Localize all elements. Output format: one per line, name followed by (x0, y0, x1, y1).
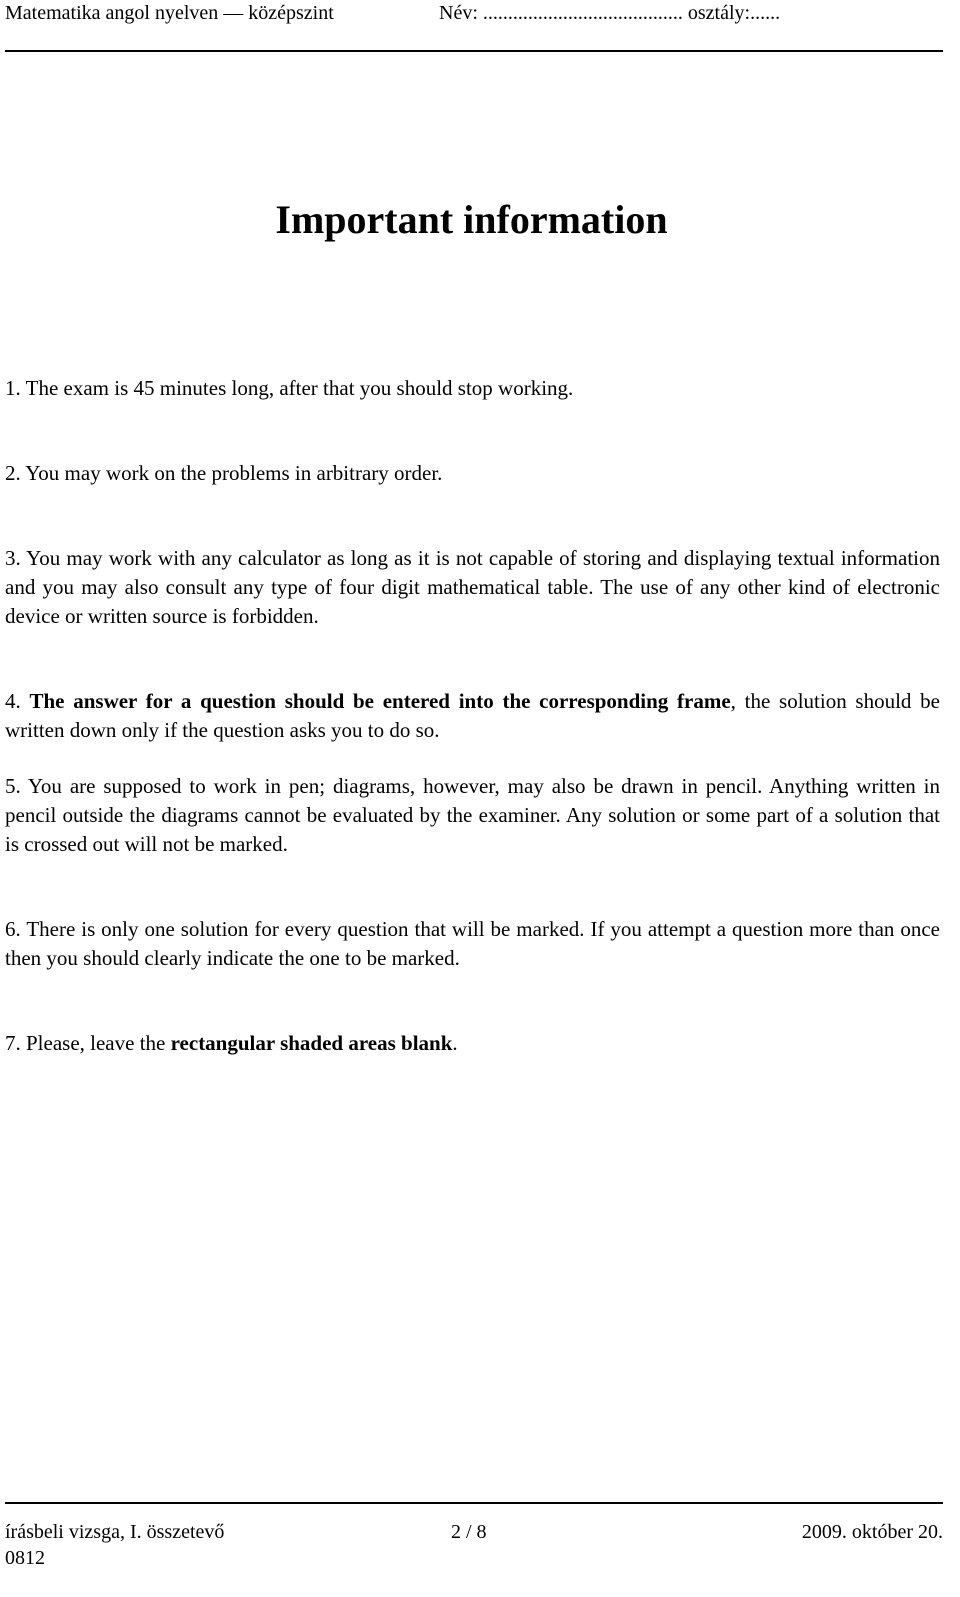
instruction-emphasis: The answer for a question should be entered into the corresponding frame (29, 689, 731, 713)
instruction-text: 7. Please, leave the (5, 1031, 171, 1055)
instruction-2 (5, 459, 940, 488)
footer-page-number: 2 / 8 (451, 1521, 487, 1543)
instruction-6 (5, 915, 940, 973)
instruction-1 (5, 374, 940, 403)
header-name-class: Név: ........................................ osztály:...... (439, 2, 781, 24)
instruction-4 (5, 687, 940, 745)
page-header (5, 0, 943, 40)
footer-code: 0812 (5, 1547, 45, 1569)
instruction-text: , the solution should be written down only if the question asks you to do so. (5, 689, 940, 742)
instruction-text: 1. The exam is 45 minutes long, after that you should stop working. (5, 376, 574, 400)
page-title: Important information (275, 197, 668, 242)
instruction-text: 5. You are supposed to work in pen; diagrams, however, may also be drawn in pencil. Anything written in pencil outside the diagrams cannot be evaluated by the examiner. Any solution or some part of a solution that is crossed out will not be marked. (5, 774, 940, 856)
header-rule (5, 50, 943, 52)
header-subject: Matematika angol nyelven — középszint (5, 2, 334, 24)
instruction-7 (5, 1029, 940, 1058)
instruction-text: . (452, 1031, 458, 1055)
instruction-text: 3. You may work with any calculator as long as it is not capable of storing and displaying textual information and you may also consult any type of four digit mathematical table. The use of any other kind of electronic device or written source is forbidden. (5, 546, 940, 628)
instruction-5 (5, 772, 940, 859)
footer-rule (5, 1502, 943, 1504)
instructions-list (5, 374, 940, 1058)
instruction-text: 6. There is only one solution for every question that will be marked. If you attempt a question more than once then you should clearly indicate the one to be marked. (5, 917, 940, 970)
instruction-text: 2. You may work on the problems in arbitrary order. (5, 461, 443, 485)
instruction-emphasis: rectangular shaded areas blank (170, 1031, 453, 1055)
footer-exam: írásbeli vizsga, I. összetevő (5, 1521, 225, 1543)
footer-date: 2009. október 20. (801, 1521, 943, 1543)
instruction-text: 4. (5, 689, 30, 713)
instruction-3 (5, 544, 940, 631)
